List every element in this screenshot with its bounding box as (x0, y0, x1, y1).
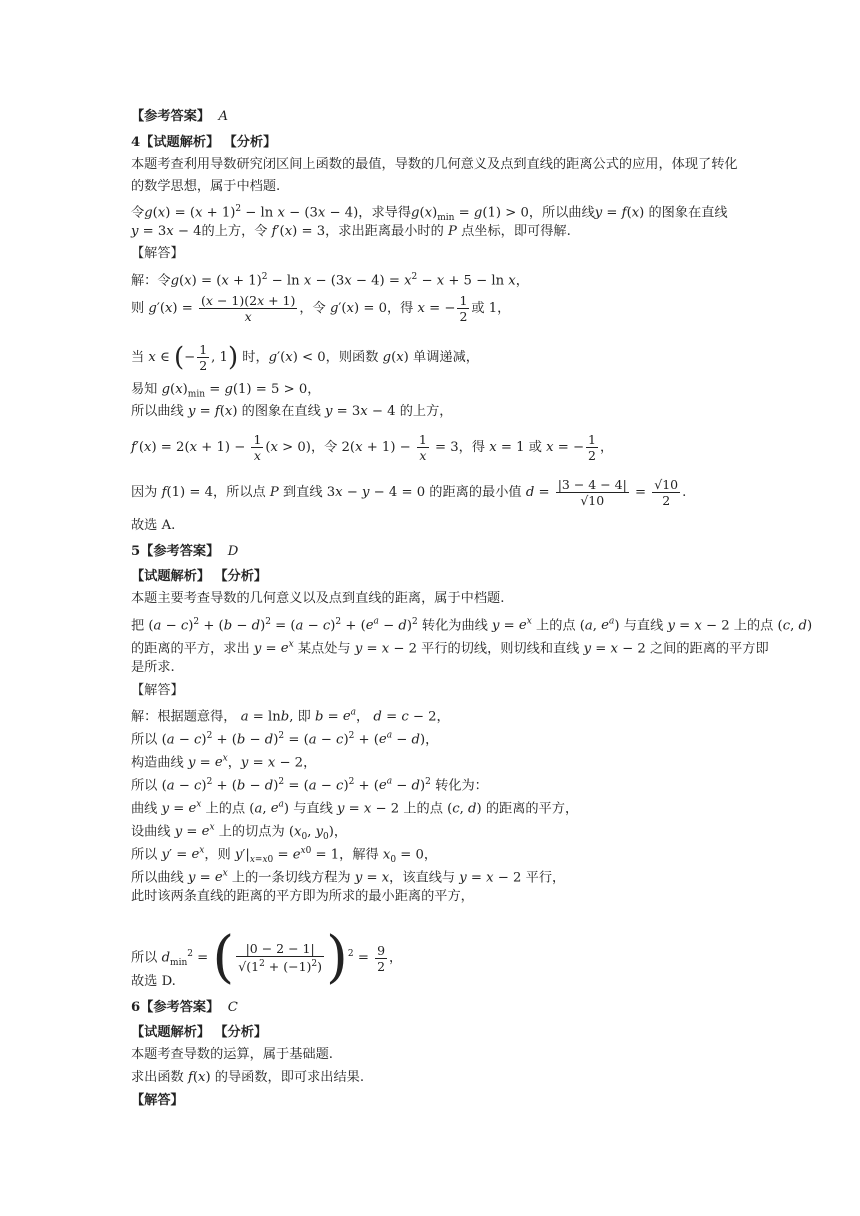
text-line: 的距离的平方，求出 $y = e^x$ 某点处与 y = x − 2 平行的切线，则切线和直线 y = x − 2 之间的距离的平方即 (131, 640, 769, 657)
text-line: 解：令$g(x) = (x + 1)^2 - \ln x - (3x - 4) = x^2 - x + 5 - \ln x$， (131, 272, 529, 289)
text-line: 所以曲线 $y = e^x$ 上的一条切线方程为 y = x，该直线与 y = x − 2 平行， (131, 869, 566, 886)
text-line: 曲线 $y = e^x$ 上的点 (a, $e^a$) 与直线 y = x − 2 上的点 (c, d) 的距离的平方， (131, 800, 579, 817)
text-line: 6【参考答案】 C (131, 1000, 238, 1015)
text-line: 的数学思想，属于中档题. (131, 179, 281, 194)
text-line: 本题主要考查导数的几何意义以及点到直线的距离，属于中档题. (131, 591, 505, 606)
text-line: 易知 $g(x)_{min} = g(1) = 5 > 0$， (131, 382, 321, 400)
text-line: 设曲线 $y = e^x$ 上的切点为 ($x_0$, $y_0$)， (131, 823, 348, 843)
text-line: 故选 A. (131, 518, 176, 533)
text-line: 【试题解析】 【分析】 (131, 1025, 268, 1040)
text-line: 求出函数 f(x) 的导函数，即可求出结果. (131, 1070, 365, 1085)
text-line: 所以 $y' = e^x$，则 $y'|_{x=x0} = e^{x0} = 1$，解得 $x_0 = 0$， (131, 846, 438, 866)
text-line: 【参考答案】 A (131, 109, 229, 124)
text-line: 把 $(a - c)^2 + (b - d)^2 = (a - c)^2 + (e^a - d)^2$ 转化为曲线 $y = e^x$ 上的点 (a, $e^a$) 与直线 y = x − 2 上的点 (c, d) (131, 617, 813, 634)
text-line: 4【试题解析】 【分析】 (131, 135, 277, 150)
text-line: 构造曲线 $y = e^x$，y = x − 2， (131, 754, 317, 771)
text-line: 【解答】 (131, 1093, 184, 1108)
text-line: 因为 f(1) = 4，所以点 P 到直线 3x − y − 4 = 0 的距离的最小值 d = $\frac{|3 - 4 - 4|}{√10}$ = $\frac{√10}{2}$ . (131, 477, 687, 508)
text-line: 【解答】 (131, 246, 184, 261)
text-line: 所以 $(a - c)^2 + (b - d)^2 = (a - c)^2 + (e^a - d)$， (131, 731, 439, 748)
text-line: 令$g(x) = (x + 1)^2 - \ln x - (3x - 4)$，求导得$g(x)_{min} = g(1) > 0$，所以曲线y = f(x) 的图象在直线 (131, 204, 728, 224)
text-line: 解：根据题意得， a = lnb, 即 $b = e^a$， d = c − 2， (131, 708, 450, 725)
text-line: 所以 $d_{min}^2$ = ( $\frac{|0 - 2 - 1|}{√(1^2 + (-1)^2)}$ )$^2$ = $\frac{9}{2}$ ， (131, 925, 403, 990)
text-line: 本题考查导数的运算，属于基础题. (131, 1047, 334, 1062)
text-line: 是所求. (131, 660, 175, 675)
text-line: 故选 D. (131, 974, 176, 989)
text-line: 所以 $(a - c)^2 + (b - d)^2 = (a - c)^2 + (e^a - d)^2$ 转化为： (131, 777, 488, 794)
text-line: 【解答】 (131, 683, 184, 698)
text-line: f′(x) = 2(x + 1) − $\frac{1}{x}$ (x > 0)，令 2(x + 1) − $\frac{1}{x}$ = 3，得 x = 1 或 x = − $\frac{1}{2}$ ， (131, 432, 614, 463)
text-line: 当 x ∈ (− $\frac{1}{2}$ , 1) 时，g′(x) < 0，则函数 g(x) 单调递减， (131, 342, 479, 373)
text-line: 则 g′(x) = $\frac{(x - 1)(2x + 1)}{x}$ ，令 g′(x) = 0，得 x = − $\frac{1}{2}$ 或 1， (131, 293, 511, 324)
text-line: 【试题解析】 【分析】 (131, 569, 268, 584)
text-line: 此时该两条直线的距离的平方即为所求的最小距离的平方， (131, 889, 474, 904)
text-line: 5【参考答案】 D (131, 544, 239, 559)
text-line: y = 3x − 4的上方，令 f′(x) = 3，求出距离最小时的 P 点坐标，即可得解. (131, 224, 571, 239)
text-line: 所以曲线 y = f(x) 的图象在直线 y = 3x − 4 的上方， (131, 404, 453, 419)
text-line: 本题考查利用导数研究闭区间上函数的最值，导数的几何意义及点到直线的距离公式的应用，体现了转化 (131, 157, 738, 172)
